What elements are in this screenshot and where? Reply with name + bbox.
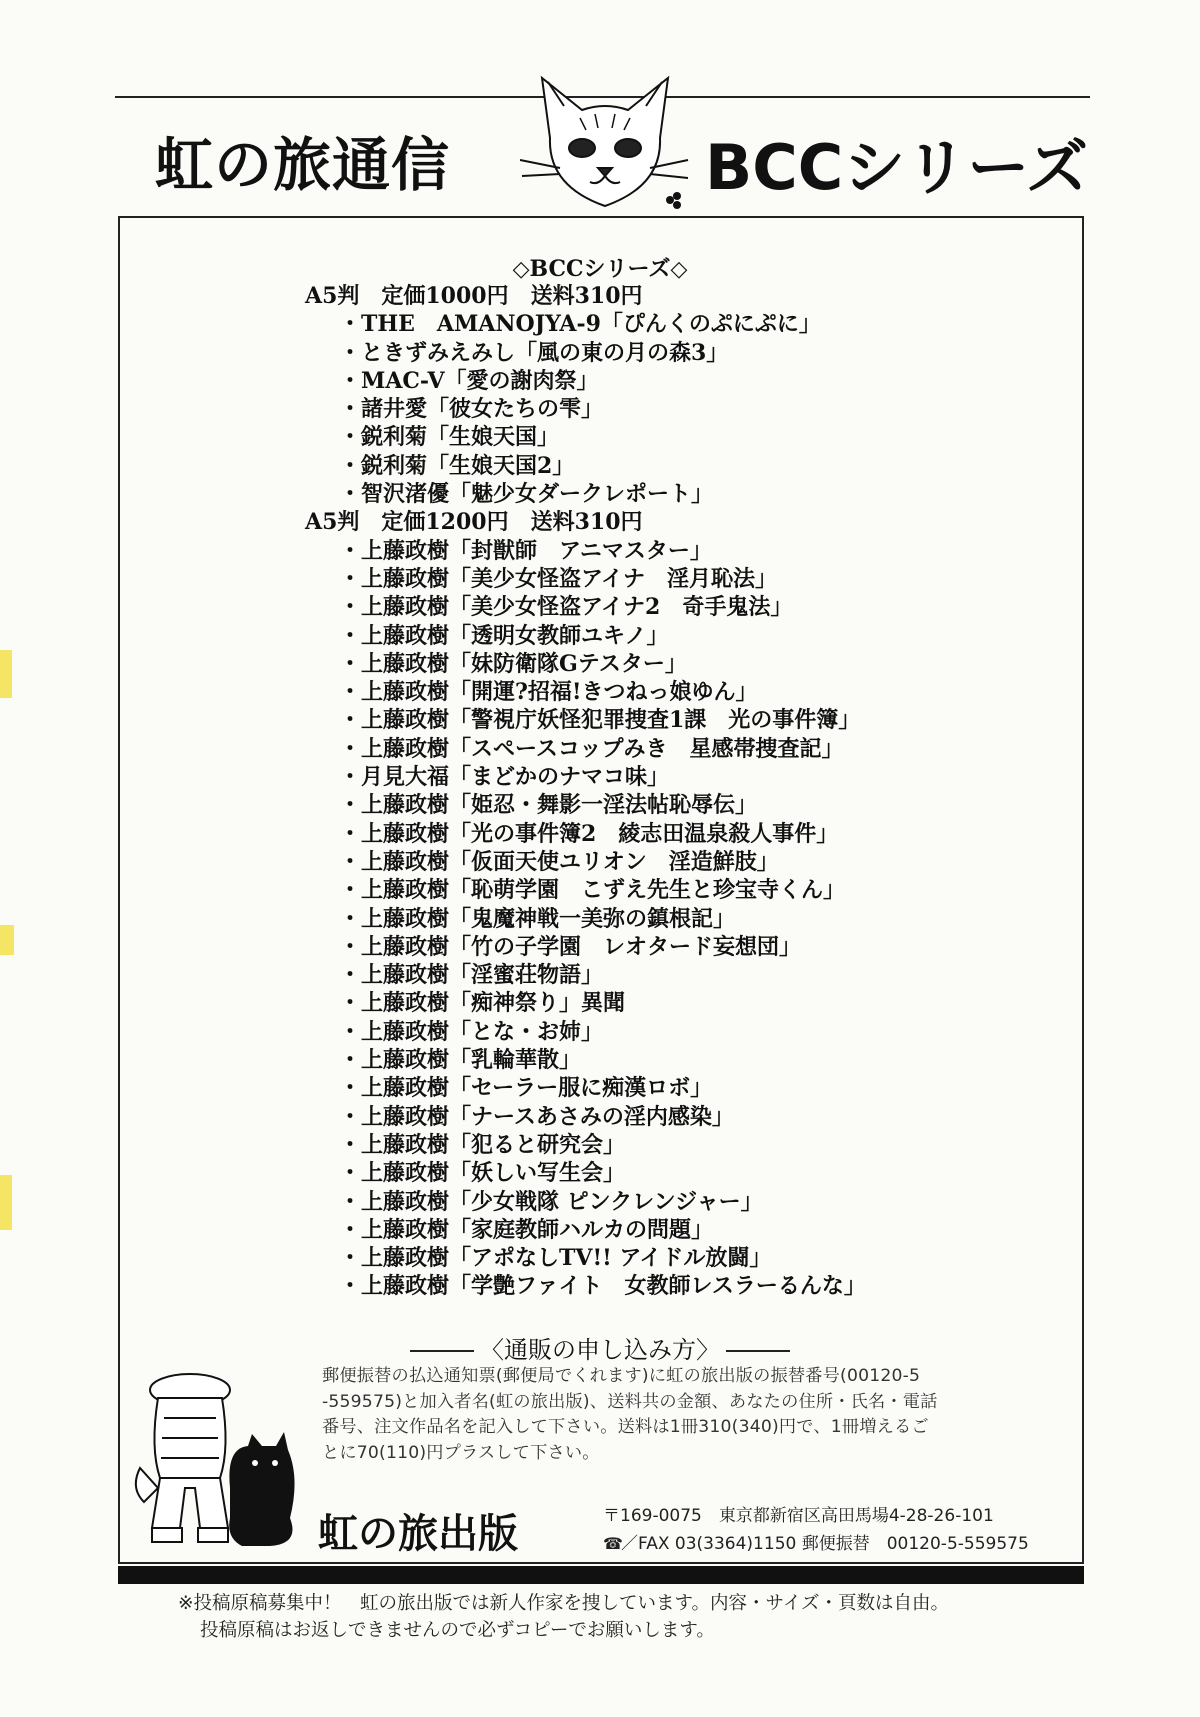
header-left-title: 虹の旅通信 <box>155 131 451 199</box>
bullet-icon: ・ <box>339 820 362 847</box>
catalog-item <box>305 706 1065 734</box>
catalog-item <box>305 537 1065 565</box>
catalog-item-title: THE AMANOJYA-9「ぴんくのぷにぷに」 <box>361 311 821 338</box>
catalog-item <box>305 1074 1065 1102</box>
catalog-item-title: 上藤政樹「スペースコップみき 星感帯捜査記」 <box>361 735 844 762</box>
catalog-item <box>305 622 1065 650</box>
catalog-item-title: 上藤政樹「アポなしTV!! アイドル放闘」 <box>361 1245 772 1272</box>
catalog-item-title: 諸井愛「彼女たちの雫」 <box>361 396 604 423</box>
order-line: とに70(110)円プラスして下さい。 <box>322 1442 600 1463</box>
catalog-item <box>305 423 1065 451</box>
bullet-icon: ・ <box>339 933 362 960</box>
catalog-item <box>305 395 1065 423</box>
catalog-item-title: 智沢渚優「魅少女ダークレポート」 <box>361 481 714 508</box>
order-line: -559575)と加入者名(虹の旅出版)、送料共の金額、あなたの住所・氏名・電話 <box>322 1391 938 1412</box>
price-line: A5判 定価1000円 送料310円 <box>305 283 643 309</box>
bullet-icon: ・ <box>339 962 362 989</box>
catalog-item <box>305 820 1065 848</box>
catalog-item <box>305 735 1065 763</box>
catalog-item-title: 上藤政樹「美少女怪盗アイナ 淫月恥法」 <box>361 565 778 592</box>
bullet-icon: ・ <box>339 1160 362 1187</box>
yellow-tape-mark <box>0 925 14 955</box>
postal-address: 〒169-0075 東京都新宿区高田馬場4-28-26-101 <box>603 1506 994 1526</box>
bullet-icon: ・ <box>339 1245 362 1272</box>
catalog-item <box>305 452 1065 480</box>
catalog-item-title: 上藤政樹「姫忍・舞影一淫法帖恥辱伝」 <box>361 792 758 819</box>
catalog-item <box>305 339 1065 367</box>
catalog-item-title: 上藤政樹「セーラー服に痴漢ロボ」 <box>361 1075 713 1102</box>
catalog-item <box>305 763 1065 791</box>
recruit-notice <box>178 1590 949 1644</box>
bullet-icon: ・ <box>339 481 362 508</box>
bullet-icon: ・ <box>339 1216 362 1243</box>
character-with-cat-icon <box>130 1368 300 1558</box>
bullet-icon: ・ <box>339 367 362 394</box>
recruit-line-1: ※投稿原稿募集中！ 虹の旅出版では新人作家を捜しています。内容・サイズ・頁数は自由。 <box>178 1593 950 1614</box>
catalog-item-title: 上藤政樹「妹防衛隊Gテスター」 <box>361 650 687 677</box>
catalog-item <box>305 650 1065 678</box>
catalog-item <box>305 876 1065 904</box>
order-instructions <box>322 1364 1047 1466</box>
bullet-icon: ・ <box>339 452 362 479</box>
bullet-icon: ・ <box>339 396 362 423</box>
catalog-item <box>305 480 1065 508</box>
order-line: 番号、注文作品名を記入して下さい。送料は1冊310(340)円で、1冊増えるご <box>322 1417 929 1437</box>
catalog-item-title: MAC-V「愛の謝肉祭」 <box>361 367 599 394</box>
order-line: 郵便振替の払込通知票(郵便局でくれます)に虹の旅出版の振替番号(00120-5 <box>322 1366 921 1386</box>
publisher-name: 虹の旅出版 <box>318 1511 518 1557</box>
price-line: A5判 定価1200円 送料310円 <box>305 509 643 536</box>
catalog-item-title: 上藤政樹「妖しい写生会」 <box>361 1160 626 1187</box>
bullet-icon: ・ <box>339 622 362 649</box>
catalog-item <box>305 310 1065 338</box>
catalog-item-title: 上藤政樹「警視庁妖怪犯罪捜査1課 光の事件簿」 <box>361 707 861 734</box>
bullet-icon: ・ <box>339 877 362 904</box>
catalog-item-title: 上藤政樹「ナースあさみの淫内感染」 <box>361 1103 734 1130</box>
bullet-icon: ・ <box>339 764 362 791</box>
bullet-icon: ・ <box>339 594 362 621</box>
catalog-item <box>305 565 1065 593</box>
catalog-item <box>305 678 1065 706</box>
dash-rule <box>410 1350 474 1352</box>
catalog-item-title: 上藤政樹「竹の子学園 レオタード妄想団」 <box>361 933 802 960</box>
catalog-item <box>305 367 1065 395</box>
bullet-icon: ・ <box>339 707 362 734</box>
catalog-item <box>305 989 1065 1017</box>
catalog-item <box>305 1216 1065 1244</box>
bullet-icon: ・ <box>339 848 362 875</box>
catalog-item <box>305 791 1065 819</box>
catalog-item <box>305 848 1065 876</box>
catalog-item <box>305 905 1065 933</box>
bullet-icon: ・ <box>339 311 362 338</box>
catalog-item-title: 上藤政樹「光の事件簿2 綾志田温泉殺人事件」 <box>361 820 839 847</box>
catalog-list <box>305 282 1065 1301</box>
catalog-item <box>305 1018 1065 1046</box>
bullet-icon: ・ <box>339 1131 362 1158</box>
yellow-tape-mark <box>0 650 12 698</box>
bullet-icon: ・ <box>339 1047 362 1074</box>
catalog-item <box>305 593 1065 621</box>
telephone-icon: ☎ <box>603 1534 623 1553</box>
catalog-item <box>305 1103 1065 1131</box>
bullet-icon: ・ <box>339 565 362 592</box>
catalog-item-title: 上藤政樹「仮面天使ユリオン 淫造鮮肢」 <box>361 848 779 875</box>
cat-face-icon <box>520 68 690 218</box>
catalog-item-title: 上藤政樹「犯ると研究会」 <box>361 1131 626 1158</box>
catalog-item <box>305 1272 1065 1300</box>
catalog-item-title: 上藤政樹「封獣師 アニマスター」 <box>361 537 712 564</box>
catalog-item-title: ときずみえみし「風の東の月の森3」 <box>361 339 729 366</box>
series-title: ◇BCCシリーズ◇ <box>512 256 688 282</box>
bullet-icon: ・ <box>339 424 362 451</box>
catalog-item-title: 上藤政樹「恥萌学園 こずえ先生と珍宝寺くん」 <box>361 877 846 904</box>
catalog-item-title: 上藤政樹「鬼魔神戦一美弥の鎮根記」 <box>361 905 736 932</box>
catalog-item <box>305 933 1065 961</box>
bullet-icon: ・ <box>339 650 362 677</box>
dash-rule <box>726 1350 790 1352</box>
catalog-item-title: 上藤政樹「学艶ファイト 女教師レスラーるんな」 <box>361 1273 866 1300</box>
catalog-item-title: 上藤政樹「淫蜜荘物語」 <box>361 962 604 989</box>
catalog-item-title: 上藤政樹「透明女教師ユキノ」 <box>361 622 669 649</box>
catalog-item <box>305 1131 1065 1159</box>
bullet-icon: ・ <box>339 1075 362 1102</box>
bullet-icon: ・ <box>339 537 362 564</box>
bullet-icon: ・ <box>339 1018 362 1045</box>
order-heading-text: 〈通販の申し込み方〉 <box>480 1336 720 1364</box>
bullet-icon: ・ <box>339 1188 362 1215</box>
catalog-item-title: 上藤政樹「美少女怪盗アイナ2 奇手鬼法」 <box>361 594 793 621</box>
recruit-line-2: 投稿原稿はお返しできませんので必ずコピーでお願いします。 <box>200 1620 715 1641</box>
catalog-item-title: 上藤政樹「痴神祭り」異聞 <box>361 990 626 1017</box>
catalog-item <box>305 1159 1065 1187</box>
catalog-item-title: 鋭利菊「生娘天国2」 <box>361 452 575 479</box>
header-right-title: BCCシリーズ <box>705 131 1089 204</box>
bullet-icon: ・ <box>339 339 362 366</box>
catalog-item <box>305 1244 1065 1272</box>
tel-fax-info: ／FAX 03(3364)1150 郵便振替 00120-5-559575 <box>621 1534 1029 1554</box>
yellow-tape-mark <box>0 1175 12 1230</box>
bullet-icon: ・ <box>339 792 362 819</box>
order-heading <box>0 1330 1200 1365</box>
bullet-icon: ・ <box>339 679 362 706</box>
footer-bar <box>118 1566 1084 1584</box>
catalog-item-title: 上藤政樹「少女戦隊 ピンクレンジャー」 <box>361 1188 763 1215</box>
bullet-icon: ・ <box>339 1273 362 1300</box>
catalog-item-title: 鋭利菊「生娘天国」 <box>361 424 560 451</box>
catalog-item-title: 上藤政樹「家庭教師ハルカの問題」 <box>361 1216 714 1243</box>
bullet-icon: ・ <box>339 905 362 932</box>
catalog-item <box>305 961 1065 989</box>
catalog-item-title: 月見大福「まどかのナマコ味」 <box>361 764 670 791</box>
catalog-item <box>305 1188 1065 1216</box>
catalog-item-title: 上藤政樹「開運?招福!きつねっ娘ゆん」 <box>361 679 758 706</box>
bullet-icon: ・ <box>339 735 362 762</box>
publisher-address <box>603 1502 1029 1558</box>
catalog-item-title: 上藤政樹「乳輪華散」 <box>361 1047 582 1074</box>
bullet-icon: ・ <box>339 990 362 1017</box>
catalog-item-title: 上藤政樹「とな・お姉」 <box>361 1018 604 1045</box>
catalog-item <box>305 1046 1065 1074</box>
bullet-icon: ・ <box>339 1103 362 1130</box>
